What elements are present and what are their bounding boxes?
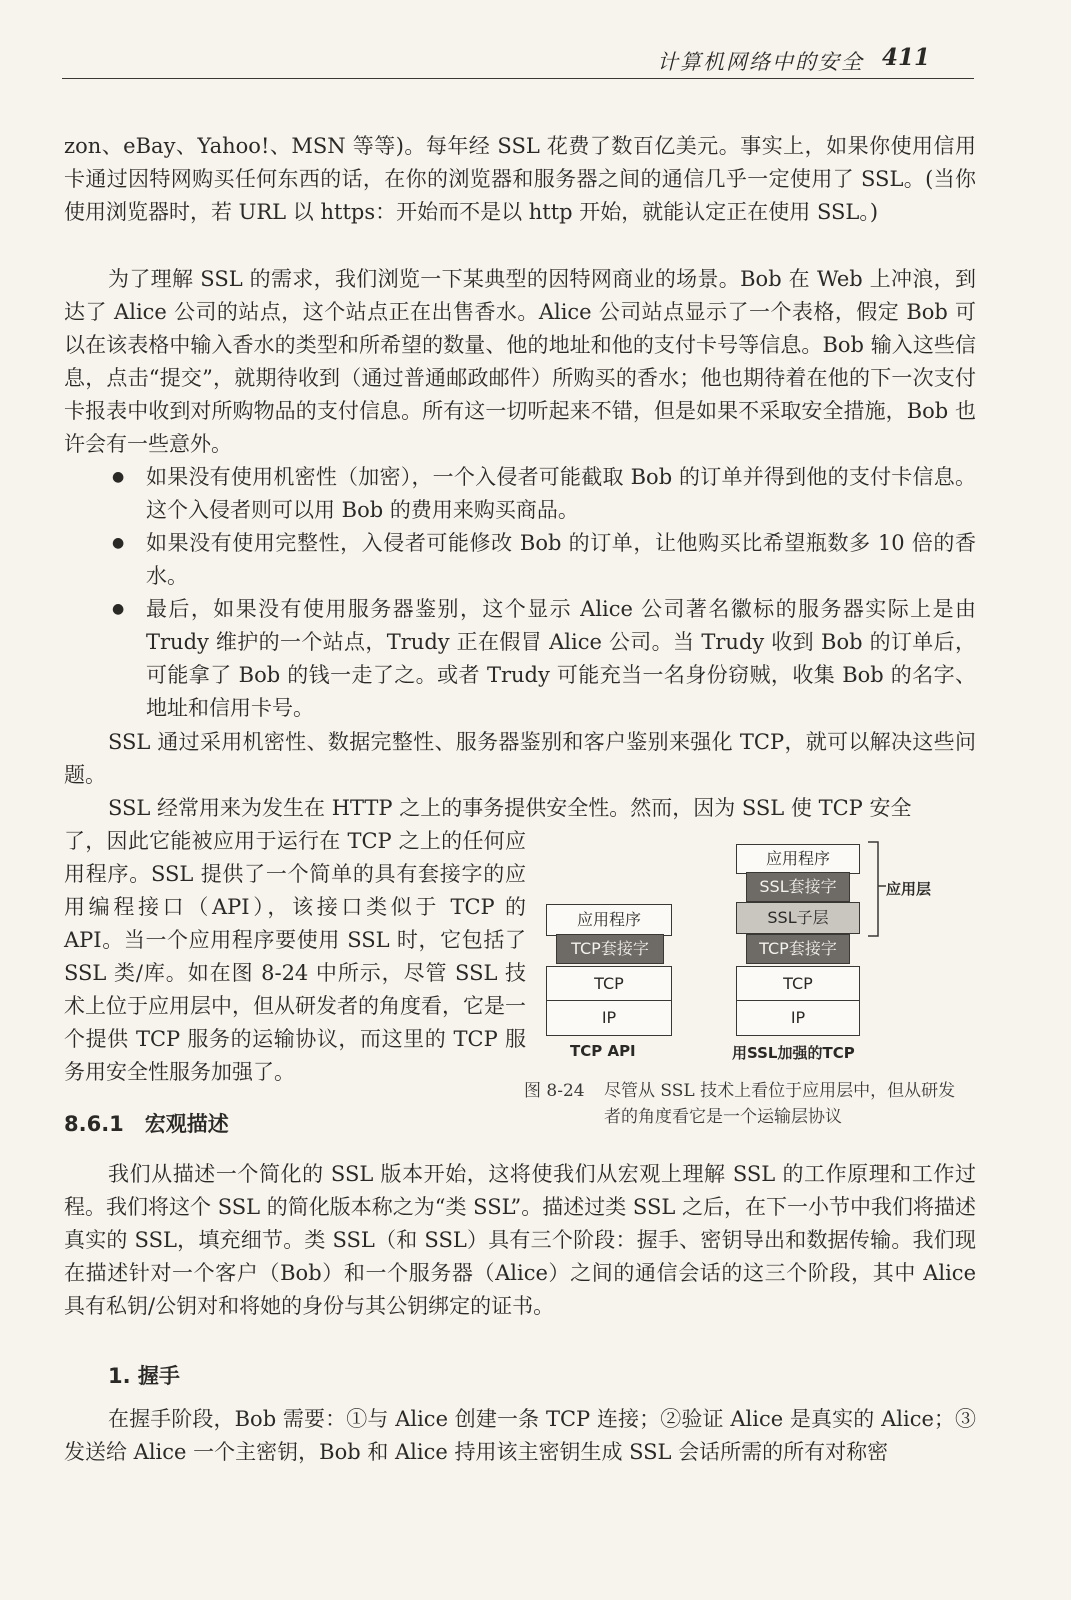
application-layer-brace: [866, 840, 886, 940]
left-tcp-layer: TCP: [546, 966, 672, 1002]
figure-number: 图 8-24: [524, 1081, 585, 1101]
left-stack-label: TCP API: [570, 1042, 636, 1060]
page-header: [62, 38, 974, 79]
left-app-layer: 应用程序: [546, 904, 672, 936]
figure-caption-text: 尽管从 SSL 技术上看位于应用层中，但从研发者的角度看它是一个运输层协议: [604, 1081, 956, 1127]
section-heading: 8.6.1 宏观描述: [64, 1112, 229, 1136]
right-ip-layer: IP: [736, 1000, 860, 1036]
bullet-list: [106, 461, 976, 725]
right-ssl-sublayer: SSL子层: [736, 902, 860, 934]
paragraph-2: 为了理解 SSL 的需求，我们浏览一下某典型的因特网商业的场景。Bob 在 Web 上冲浪，到达了 Alice 公司的站点，这个站点正在出售香水。Alice 公司站点显示了一个表格，假定 Bob 可以在该表格中输入香水的类型和所希望的数量、他的地址和他的支付卡号等信息。Bob 输入这些信息，点击“提交”，就期待收到（通过普通邮政邮件）所购买的香水；他也期待着在他的下一次支付卡报表中收到对所购物品的支付信息。所有这一切听起来不错，但是如果不采取安全措施，Bob 也许会有一些意外。: [64, 267, 976, 456]
page-number: 411: [881, 44, 930, 71]
paragraph-4-line1: SSL 经常用来为发生在 HTTP 之上的事务提供安全性。然而，因为 SSL 使 TCP 安全: [108, 796, 912, 820]
bullet-item-integrity: ● 如果没有使用完整性，入侵者可能修改 Bob 的订单，让他购买比希望瓶数多 10 倍的香水。: [106, 527, 976, 593]
bullet-item-server-auth: ● 最后，如果没有使用服务器鉴别，这个显示 Alice 公司著名徽标的服务器实际上是由 Trudy 维护的一个站点，Trudy 正在假冒 Alice 公司。当 Trudy 收到 Bob 的订单后，可能拿了 Bob 的钱一走了之。或者 Trudy 可能充当一名身份窃贼，收集 Bob 的名字、地址和信用卡号。: [106, 593, 976, 725]
subsection-heading: 1. 握手: [108, 1364, 180, 1388]
right-app-layer: 应用程序: [736, 844, 860, 874]
paragraph-5: 我们从描述一个简化的 SSL 版本开始，这将使我们从宏观上理解 SSL 的工作原理和工作过程。我们将这个 SSL 的简化版本称之为“类 SSL”。描述过类 SSL 之后，在下一小节中我们将描述真实的 SSL，填充细节。类 SSL（和 SSL）具有三个阶段：握手、密钥导出和数据传输。我们现在描述针对一个客户（Bob）和一个服务器（Alice）之间的通信会话的这三个阶段，其中 Alice 具有私钥/公钥对和将她的身份与其公钥绑定的证书。: [64, 1162, 976, 1318]
bullet-item-confidentiality: ● 如果没有使用机密性（加密），一个入侵者可能截取 Bob 的订单并得到他的支付卡信息。这个入侵者则可以用 Bob 的费用来购买商品。: [106, 461, 976, 527]
left-ip-layer: IP: [546, 1000, 672, 1036]
paragraph-1: zon、eBay、Yahoo!、MSN 等等)。每年经 SSL 花费了数百亿美元。事实上，如果你使用信用卡通过因特网购买任何东西的话，在你的浏览器和服务器之间的通信几乎一定使用了 SSL。(当你使用浏览器时，若 URL 以 https：开始而不是以 http 开始，就能认定正在使用 SSL。): [64, 134, 976, 224]
running-title: 计算机网络中的安全: [657, 50, 864, 74]
right-tcp-layer: TCP: [736, 966, 860, 1002]
right-stack-label: 用SSL加强的TCP: [732, 1044, 855, 1062]
paragraph-4-rest: 了，因此它能被应用于运行在 TCP 之上的任何应用程序。SSL 提供了一个简单的具有套接字的应用编程接口（API），该接口类似于 TCP 的 API。当一个应用程序要使用 SSL 时，它包括了 SSL 类/库。如在图 8-24 中所示，尽管 SSL 技术上位于应用层中，但从研发者的角度看，它是一个提供 TCP 服务的运输协议，而这里的 TCP 服务用安全性服务加强了。: [64, 829, 526, 1084]
right-ssl-socket: SSL套接字: [746, 872, 850, 902]
application-layer-label: 应用层: [886, 880, 932, 898]
right-tcp-socket: TCP套接字: [746, 934, 850, 964]
left-tcp-socket: TCP套接字: [556, 934, 664, 964]
paragraph-3: SSL 通过采用机密性、数据完整性、服务器鉴别和客户鉴别来强化 TCP，就可以解决这些问题。: [64, 730, 976, 787]
paragraph-6: 在握手阶段，Bob 需要：①与 Alice 创建一条 TCP 连接；②验证 Alice 是真实的 Alice；③发送给 Alice 一个主密钥，Bob 和 Alice 持用该主密钥生成 SSL 会话所需的所有对称密: [64, 1407, 976, 1464]
